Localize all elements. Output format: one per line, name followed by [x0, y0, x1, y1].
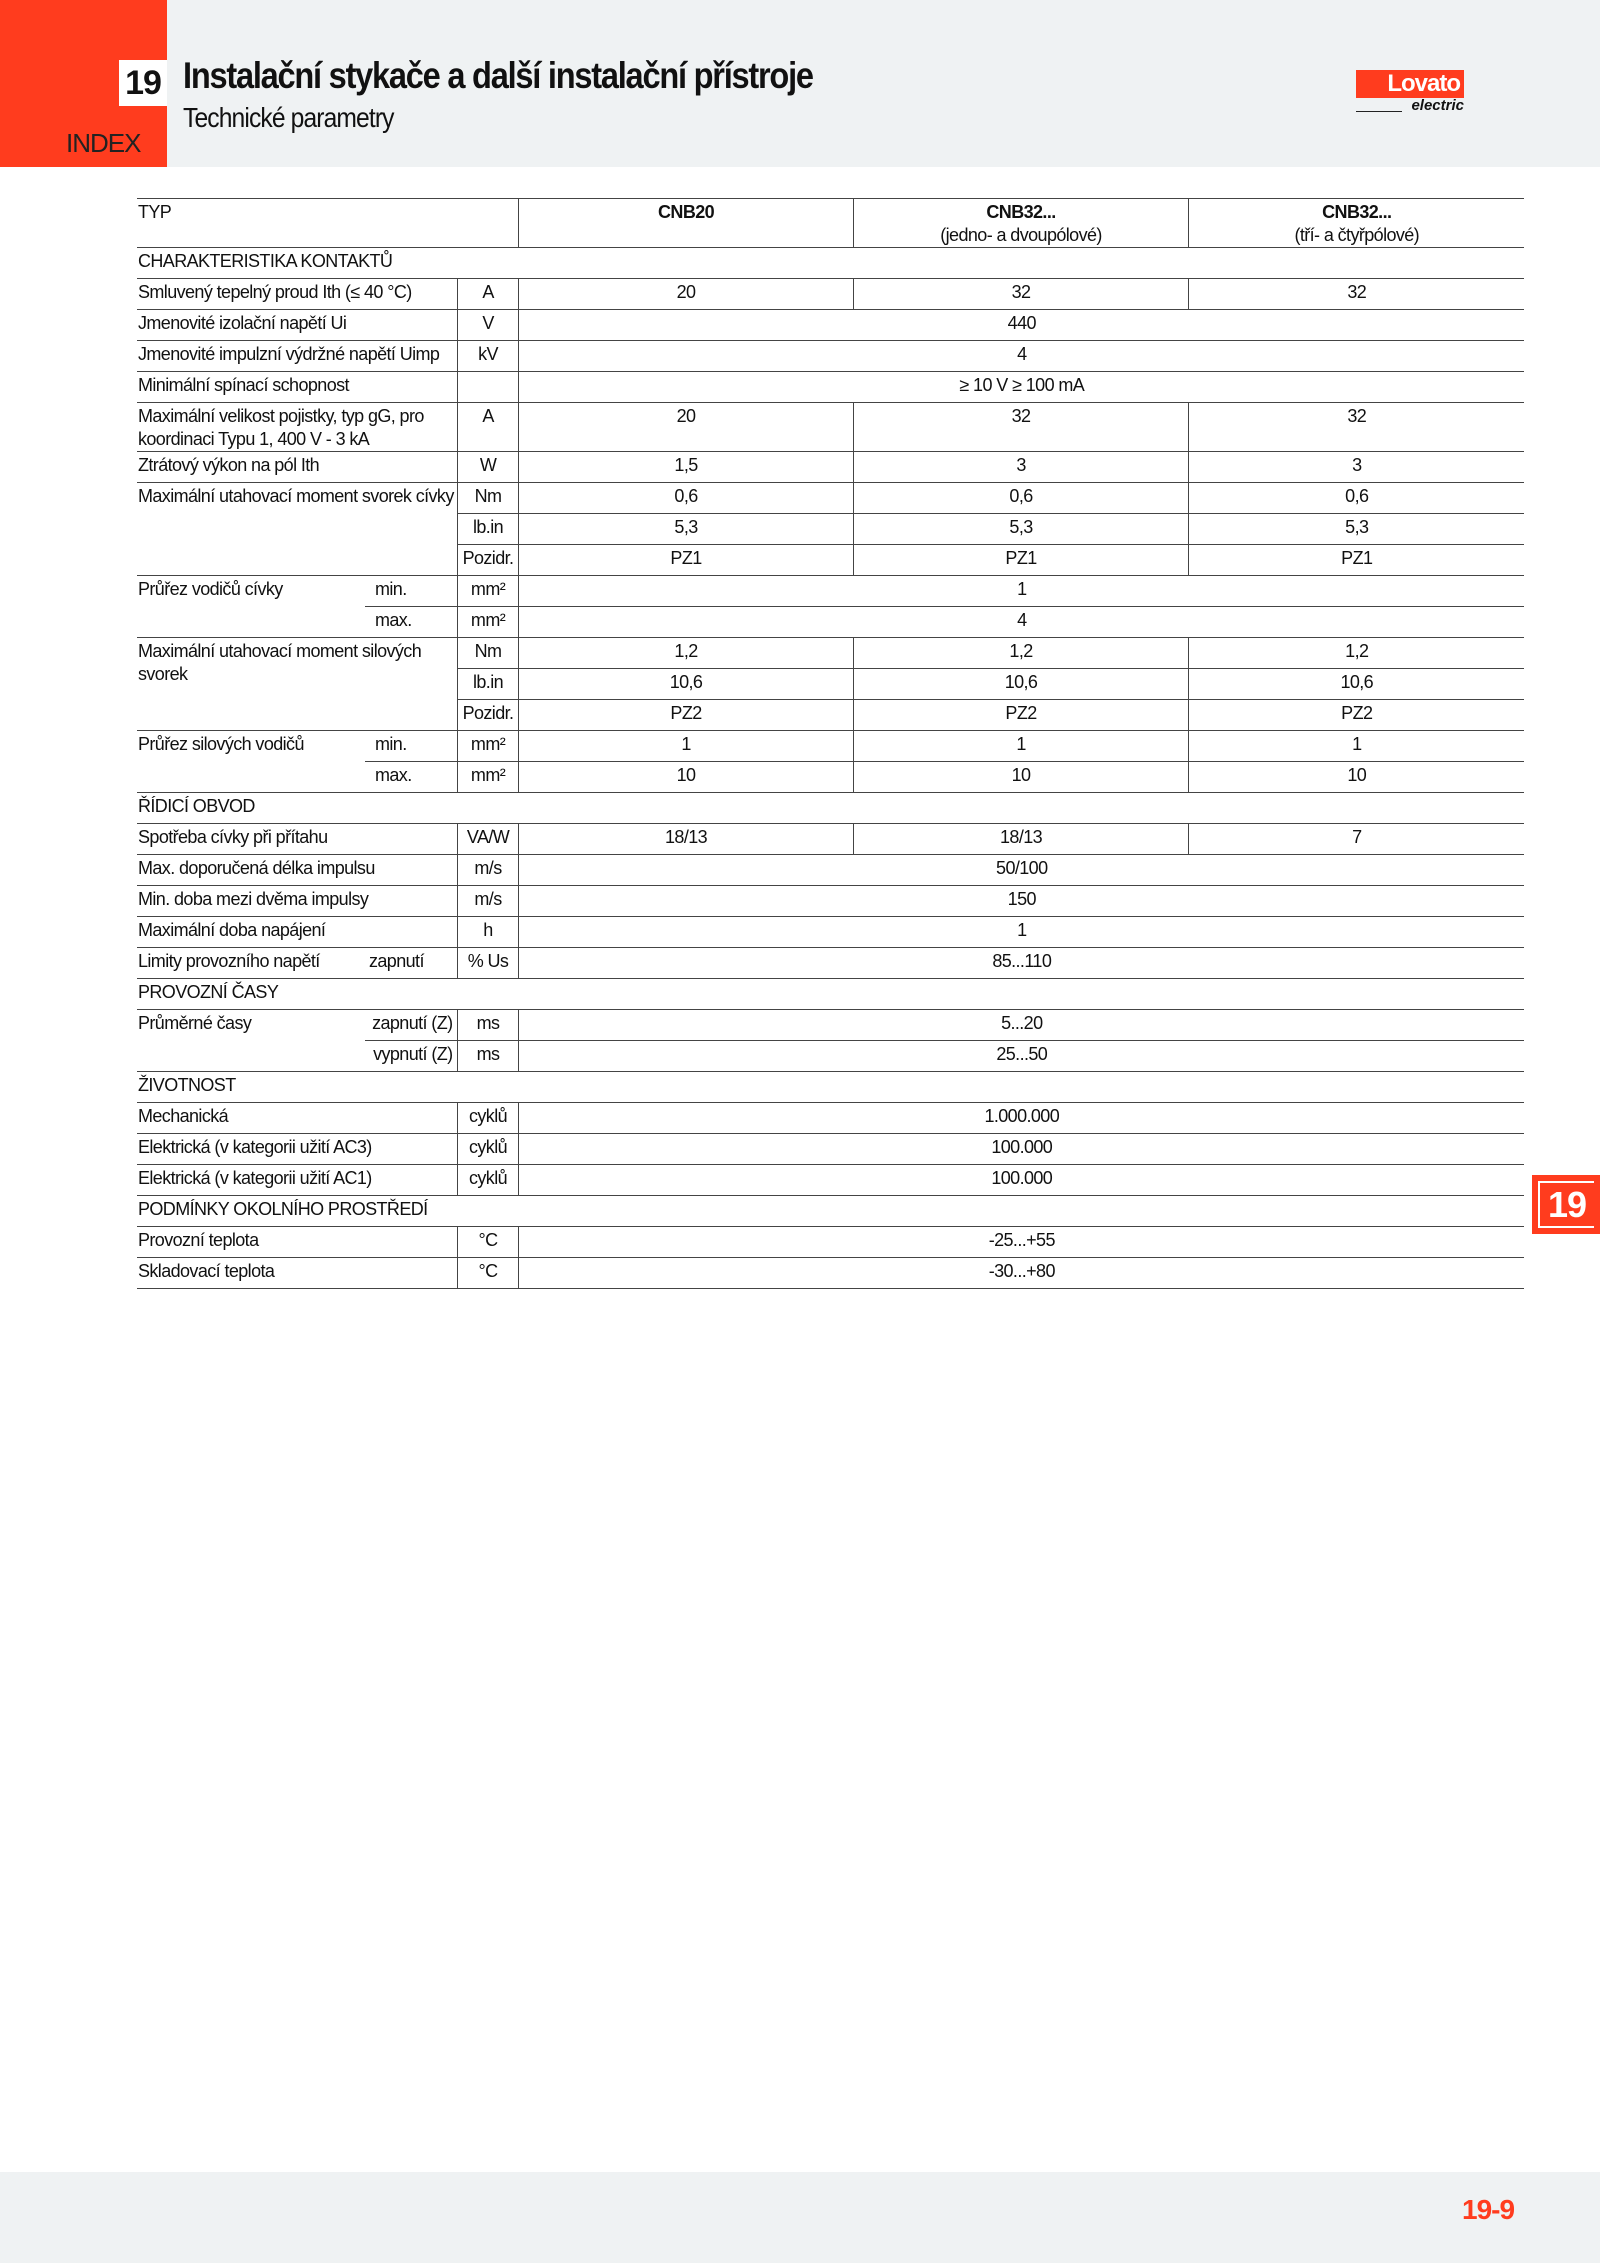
unit-cell: Pozidr.: [457, 545, 518, 576]
value-cell: 32: [1188, 279, 1524, 310]
table-row: [137, 638, 1524, 669]
row-sublabel: max.: [365, 762, 457, 793]
value-cell: 32: [853, 279, 1188, 310]
value-cell: 18/13: [853, 824, 1188, 855]
row-label: Průměrné časy: [137, 1010, 365, 1072]
unit-cell: ms: [457, 1041, 518, 1072]
section-row: [137, 979, 1524, 1010]
value-cell: 4: [518, 341, 1524, 372]
unit-cell: A: [457, 403, 518, 452]
row-label: Skladovací teplota: [137, 1258, 457, 1289]
table-row: [137, 824, 1524, 855]
column-subtitle: (jedno- a dvoupólové): [940, 225, 1102, 245]
table-row: [137, 1010, 1524, 1041]
unit-cell: kV: [457, 341, 518, 372]
value-cell: 1: [518, 731, 853, 762]
value-cell: 3: [853, 452, 1188, 483]
page-number: 19-9: [1462, 2194, 1515, 2225]
table-header-row: [137, 199, 1524, 248]
table-row: [137, 483, 1524, 514]
row-label: Jmenovité impulzní výdržné napětí Uimp: [137, 341, 457, 372]
table-row: [137, 403, 1524, 452]
value-cell: 10: [853, 762, 1188, 793]
unit-cell: mm²: [457, 607, 518, 638]
value-cell: 18/13: [518, 824, 853, 855]
unit-cell: V: [457, 310, 518, 341]
row-label: Elektrická (v kategorii užití AC1): [137, 1165, 457, 1196]
index-block[interactable]: [0, 0, 167, 167]
section-number: 19: [119, 60, 167, 106]
row-label: Maximální utahovací moment svorek cívky: [137, 483, 457, 576]
index-link[interactable]: INDEX: [66, 128, 141, 158]
chapter-tab-label: 19: [1538, 1181, 1594, 1228]
value-cell: 20: [518, 279, 853, 310]
row-label: Jmenovité izolační napětí Ui: [137, 310, 457, 341]
row-sublabel: zapnutí (Z): [365, 1010, 457, 1041]
table-row: [137, 886, 1524, 917]
row-label: Spotřeba cívky při přítahu: [137, 824, 457, 855]
section-heading: ŽIVOTNOST: [137, 1072, 1524, 1103]
row-label: Průřez silových vodičů: [137, 731, 365, 793]
value-cell: 50/100: [518, 855, 1524, 886]
spec-table: [137, 198, 1524, 1289]
table-row: [137, 576, 1524, 607]
table-row: [137, 948, 1524, 979]
value-cell: 1: [853, 731, 1188, 762]
unit-cell: m/s: [457, 886, 518, 917]
section-row: [137, 248, 1524, 279]
value-cell: 5,3: [853, 514, 1188, 545]
lovato-logo: [1356, 70, 1464, 114]
unit-cell: % Us: [457, 948, 518, 979]
value-cell: PZ1: [1188, 545, 1524, 576]
section-heading: ŘÍDICÍ OBVOD: [137, 793, 1524, 824]
column-subtitle: (tří- a čtyřpólové): [1294, 225, 1420, 245]
chapter-tab-19[interactable]: [1532, 1175, 1600, 1234]
table-row: [137, 917, 1524, 948]
row-label: Min. doba mezi dvěma impulsy: [137, 886, 457, 917]
page-title: Instalační stykače a další instalační přístroje: [183, 55, 813, 96]
value-cell: 1: [1188, 731, 1524, 762]
value-cell: 5...20: [518, 1010, 1524, 1041]
value-cell: 10: [518, 762, 853, 793]
unit-cell: cyklů: [457, 1134, 518, 1165]
row-label: Elektrická (v kategorii užití AC3): [137, 1134, 457, 1165]
row-label: Maximální velikost pojistky, typ gG, pro koordinaci Typu 1, 400 V - 3 kA: [137, 403, 457, 452]
value-cell: -25...+55: [518, 1227, 1524, 1258]
value-cell: PZ2: [1188, 700, 1524, 731]
table-row: [137, 279, 1524, 310]
unit-cell: ms: [457, 1010, 518, 1041]
value-cell: 1,2: [518, 638, 853, 669]
row-label: Limity provozního napětí: [137, 948, 365, 979]
logo-text: Lovato: [1356, 70, 1464, 98]
value-cell: 20: [518, 403, 853, 452]
value-cell: 0,6: [853, 483, 1188, 514]
table-row: [137, 372, 1524, 403]
value-cell: 100.000: [518, 1134, 1524, 1165]
column-name: CNB32...: [986, 202, 1056, 222]
unit-cell: mm²: [457, 731, 518, 762]
row-label: Provozní teplota: [137, 1227, 457, 1258]
table-row: [137, 310, 1524, 341]
row-label: Smluvený tepelný proud Ith (≤ 40 °C): [137, 279, 457, 310]
value-cell: 440: [518, 310, 1524, 341]
row-label: Maximální doba napájení: [137, 917, 457, 948]
column-name: CNB20: [658, 202, 715, 222]
section-heading: PROVOZNÍ ČASY: [137, 979, 1524, 1010]
value-cell: PZ2: [518, 700, 853, 731]
section-row: [137, 1196, 1524, 1227]
value-cell: 1,2: [853, 638, 1188, 669]
unit-cell: °C: [457, 1258, 518, 1289]
unit-cell: Nm: [457, 483, 518, 514]
table-row: [137, 341, 1524, 372]
row-label: Průřez vodičů cívky: [137, 576, 365, 638]
unit-cell: h: [457, 917, 518, 948]
value-cell: 1.000.000: [518, 1103, 1524, 1134]
unit-cell: Nm: [457, 638, 518, 669]
footer-band: [0, 2172, 1600, 2263]
table-row: [137, 731, 1524, 762]
unit-cell: VA/W: [457, 824, 518, 855]
value-cell: 10,6: [1188, 669, 1524, 700]
unit-cell: mm²: [457, 576, 518, 607]
unit-cell: W: [457, 452, 518, 483]
unit-cell: [457, 372, 518, 403]
value-cell: 0,6: [1188, 483, 1524, 514]
value-cell: 1: [518, 576, 1524, 607]
row-sublabel: min.: [365, 576, 457, 607]
value-cell: 5,3: [1188, 514, 1524, 545]
unit-cell: lb.in: [457, 514, 518, 545]
unit-cell: cyklů: [457, 1103, 518, 1134]
value-cell: 10,6: [518, 669, 853, 700]
value-cell: 85...110: [518, 948, 1524, 979]
value-cell: 25...50: [518, 1041, 1524, 1072]
value-cell: 0,6: [518, 483, 853, 514]
row-sublabel: zapnutí: [365, 948, 457, 979]
logo-sub: electric: [1356, 98, 1464, 114]
value-cell: 150: [518, 886, 1524, 917]
column-header: [518, 199, 853, 248]
value-cell: PZ1: [853, 545, 1188, 576]
value-cell: ≥ 10 V ≥ 100 mA: [518, 372, 1524, 403]
value-cell: 10,6: [853, 669, 1188, 700]
section-row: [137, 1072, 1524, 1103]
section-row: [137, 793, 1524, 824]
section-heading: CHARAKTERISTIKA KONTAKTŮ: [137, 248, 1524, 279]
value-cell: 3: [1188, 452, 1524, 483]
table-row: [137, 1103, 1524, 1134]
unit-cell: cyklů: [457, 1165, 518, 1196]
row-label: Max. doporučená délka impulsu: [137, 855, 457, 886]
page-subtitle: Technické parametry: [183, 102, 394, 133]
table-row: [137, 452, 1524, 483]
table-row: [137, 1258, 1524, 1289]
value-cell: 100.000: [518, 1165, 1524, 1196]
section-heading: PODMÍNKY OKOLNÍHO PROSTŘEDÍ: [137, 1196, 1524, 1227]
value-cell: 5,3: [518, 514, 853, 545]
table-row: [137, 855, 1524, 886]
value-cell: 10: [1188, 762, 1524, 793]
unit-cell: lb.in: [457, 669, 518, 700]
row-sublabel: min.: [365, 731, 457, 762]
value-cell: PZ2: [853, 700, 1188, 731]
table-row: [137, 1134, 1524, 1165]
row-label: Ztrátový výkon na pól Ith: [137, 452, 457, 483]
row-label: Maximální utahovací moment silových svorek: [137, 638, 457, 731]
table-row: [137, 1227, 1524, 1258]
row-label: Mechanická: [137, 1103, 457, 1134]
value-cell: -30...+80: [518, 1258, 1524, 1289]
value-cell: PZ1: [518, 545, 853, 576]
value-cell: 4: [518, 607, 1524, 638]
column-name: CNB32...: [1322, 202, 1392, 222]
row-sublabel: max.: [365, 607, 457, 638]
unit-cell: °C: [457, 1227, 518, 1258]
value-cell: 1: [518, 917, 1524, 948]
value-cell: 1,5: [518, 452, 853, 483]
value-cell: 7: [1188, 824, 1524, 855]
value-cell: 1,2: [1188, 638, 1524, 669]
unit-cell: mm²: [457, 762, 518, 793]
row-label: Minimální spínací schopnost: [137, 372, 457, 403]
row-sublabel: vypnutí (Z): [365, 1041, 457, 1072]
column-header: [1188, 199, 1524, 248]
unit-cell: A: [457, 279, 518, 310]
column-header: [853, 199, 1188, 248]
unit-cell: Pozidr.: [457, 700, 518, 731]
unit-cell: m/s: [457, 855, 518, 886]
type-label: TYP: [137, 199, 518, 248]
table-row: [137, 1165, 1524, 1196]
value-cell: 32: [1188, 403, 1524, 452]
value-cell: 32: [853, 403, 1188, 452]
